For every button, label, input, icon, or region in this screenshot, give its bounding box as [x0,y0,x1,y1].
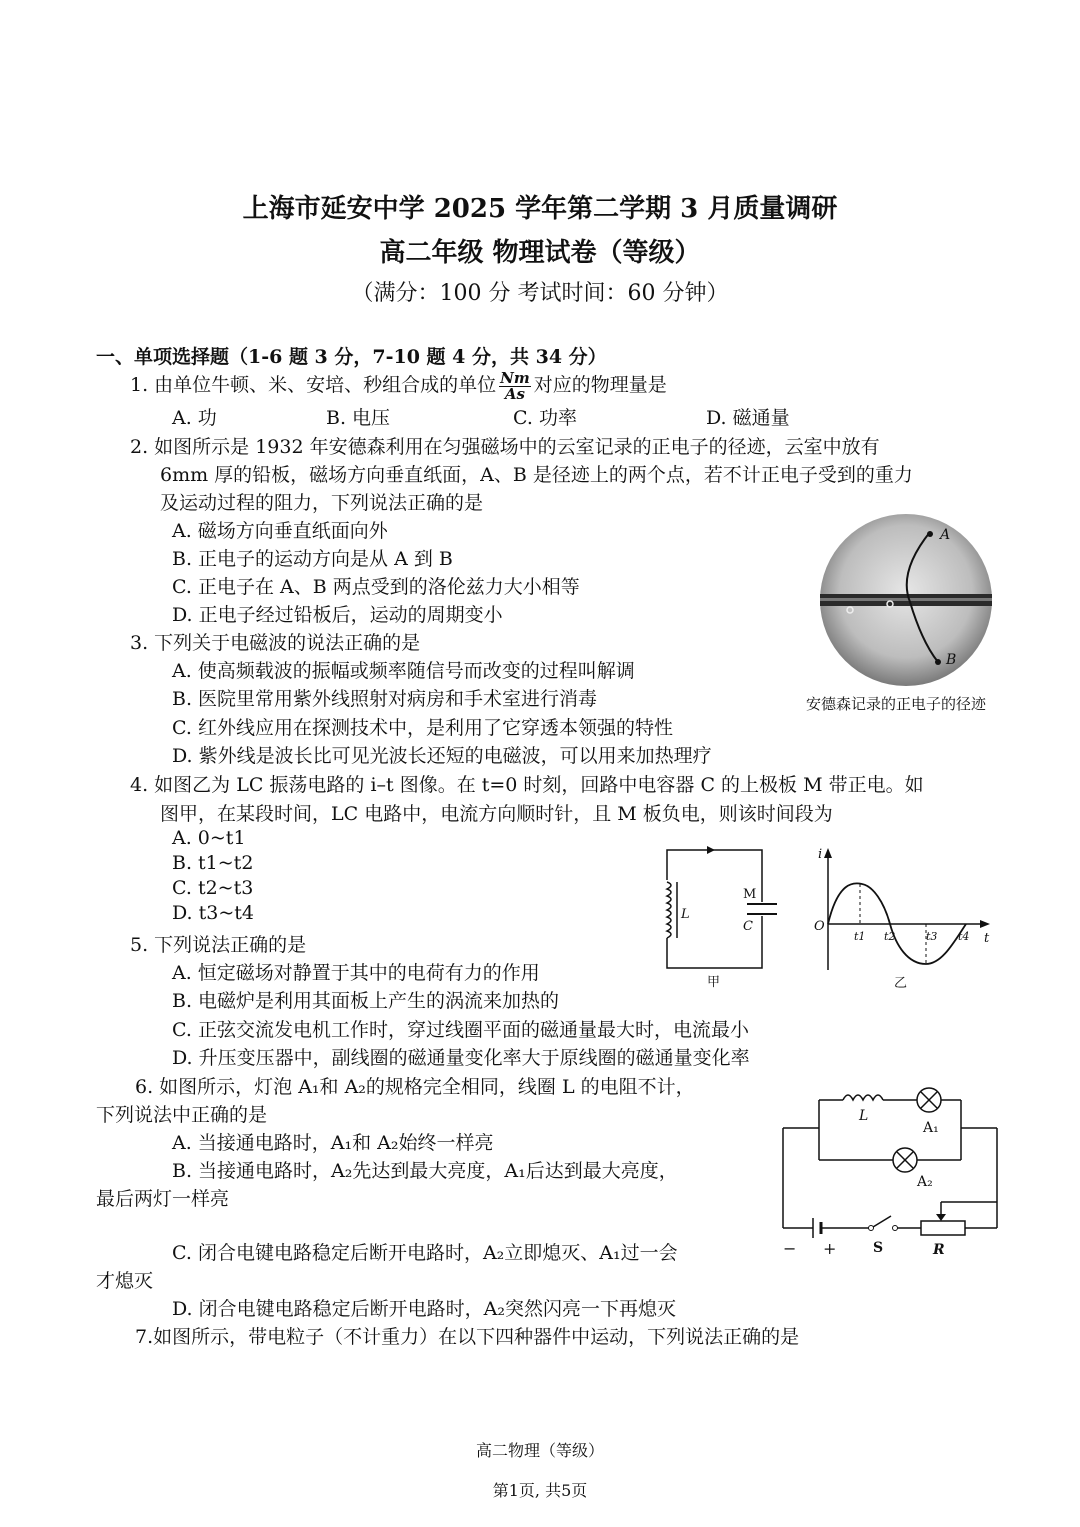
q6-line2: 下列说法中正确的是 [96,1104,268,1126]
tick-t3: t3 [926,930,938,943]
label-a2: A₂ [917,1174,933,1190]
slider-arrow-icon [936,1214,946,1221]
q4-option-a: A. 0~t1 [172,827,246,849]
label-a: A [940,527,951,543]
footer-page-number: 第1页, 共5页 [492,1481,588,1500]
figure-label-yi: 乙 [894,976,908,991]
q1-option-d: D. 磁通量 [706,407,790,429]
q3-option-b: B. 医院里常用紫外线照射对病房和手术室进行消毒 [172,688,598,710]
exam-title: 上海市延安中学 2025 学年第二学期 3 月质量调研 [242,194,838,224]
t-axis-arrow-icon [980,920,990,928]
q1-stem-b: 对应的物理量是 [533,374,667,396]
q6-circuit-figure [775,1082,1010,1262]
q5-option-c: C. 正弦交流发电机工作时，穿过线圈平面的磁通量最大时，电流最小 [172,1019,749,1041]
q2-option-d: D. 正电子经过铅板后，运动的周期变小 [172,604,503,626]
label-s: S [873,1240,884,1256]
figure-label-jia: 甲 [707,975,721,990]
q6-line1: 6. 如图所示，灯泡 A₁和 A₂的规格完全相同，线圈 L 的电阻不计， [135,1076,695,1098]
q4-line1: 4. 如图乙为 LC 振荡电路的 i–t 图像。在 t=0 时刻，回路中电容器 C 的上极板 M 带正电。如 [130,774,924,796]
rheostat-body [921,1221,965,1235]
tick-t4: t4 [958,930,970,943]
q2-option-b: B. 正电子的运动方向是从 A 到 B [172,548,453,570]
q1-option-b: B. 电压 [326,407,391,429]
axis-label-o: O [814,919,825,934]
cloud-chamber-caption: 安德森记录的正电子的径迹 [806,695,987,713]
label-c: C [743,919,753,934]
q6-option-a: A. 当接通电路时，A₁和 A₂始终一样亮 [172,1132,494,1154]
label-l: L [681,907,690,922]
label-plus: + [823,1239,837,1258]
switch-contact [869,1226,874,1231]
q5-stem: 5. 下列说法正确的是 [130,934,307,956]
label-b: B [946,652,957,668]
q6-option-d: D. 闭合电键电路稳定后断开电路时，A₂突然闪亮一下再熄灭 [172,1298,676,1320]
axis-label-t: t [984,931,990,946]
label-m: M [743,887,757,902]
q4-option-c: C. t2~t3 [172,877,254,899]
q2-option-a: A. 磁场方向垂直纸面向外 [172,520,388,542]
q2-line2: 6mm 厚的铅板，磁场方向垂直纸面，A、B 是径迹上的两个点，若不计正电子受到的重力 [160,464,913,486]
q3-option-c: C. 红外线应用在探测技术中，是利用了它穿透本领强的特性 [172,717,673,739]
q6-option-c-line1: C. 闭合电键电路稳定后断开电路时，A₂立即熄灭、A₁过一会 [172,1242,678,1264]
q2-option-c: C. 正电子在 A、B 两点受到的洛伦兹力大小相等 [172,576,580,598]
label-minus: − [783,1239,797,1258]
point-a [927,531,933,537]
q5-option-d: D. 升压变压器中，副线圈的磁通量变化率大于原线圈的磁通量变化率 [172,1047,750,1069]
tick-t2: t2 [884,930,896,943]
q6-option-b-line1: B. 当接通电路时，A₂先达到最大亮度，A₁后达到最大亮度， [172,1160,678,1182]
q1-stem-a: 1. 由单位牛顿、米、安培、秒组合成的单位 [130,374,497,396]
q2-line3: 及运动过程的阻力，下列说法正确的是 [160,492,484,514]
q1-stem [130,370,667,402]
q2-line1: 2. 如图所示是 1932 年安德森利用在匀强磁场中的云室记录的正电子的径迹，云室中放有 [130,436,880,458]
it-graph-figure [808,842,1003,992]
label-l: L [859,1108,869,1124]
footer-subject: 高二物理（等级） [475,1441,604,1460]
cloud-chamber-figure [810,512,1000,692]
q6-option-c-line2: 才熄灭 [96,1270,154,1292]
switch-contact [893,1226,898,1231]
axis-label-i: i [818,847,823,862]
i-axis-arrow-icon [824,848,832,858]
q5-option-b: B. 电磁炉是利用其面板上产生的涡流来加热的 [172,990,560,1012]
q3-option-a: A. 使高频载波的振幅或频率随信号而改变的过程叫解调 [172,660,635,682]
point-b [935,659,941,665]
fraction-denominator: As [504,384,526,403]
q3-option-d: D. 紫外线是波长比可见光波长还短的电磁波，可以用来加热理疗 [172,745,712,767]
q4-option-d: D. t3~t4 [172,902,255,924]
q7-stem: 7.如图所示，带电粒子（不计重力）在以下四种器件中运动，下列说法正确的是 [135,1326,800,1348]
tick-t1: t1 [854,930,866,943]
q4-line2: 图甲，在某段时间，LC 电路中，电流方向顺时针，且 M 板负电，则该时间段为 [160,803,833,825]
q4-option-b: B. t1~t2 [172,852,254,874]
q6-option-b-line2: 最后两灯一样亮 [96,1188,230,1210]
section-title: 一、单项选择题（1-6 题 3 分，7-10 题 4 分，共 34 分） [96,346,607,368]
current-arrow-icon [707,846,715,854]
fraction-numerator: Nm [500,368,530,387]
unit-fraction [499,368,531,403]
q3-stem: 3. 下列关于电磁波的说法正确的是 [130,632,421,654]
label-r: R [933,1242,945,1258]
label-a1: A₁ [923,1120,939,1136]
lc-circuit-figure [655,840,780,990]
switch-lever [873,1216,891,1227]
lead-plate-highlight [820,598,992,601]
q5-option-a: A. 恒定磁场对静置于其中的电荷有力的作用 [172,962,540,984]
exam-subtitle: 高二年级 物理试卷（等级） [379,238,701,268]
q1-option-c: C. 功率 [513,407,577,429]
q1-option-a: A. 功 [172,407,217,429]
inductor-coil [843,1095,883,1100]
exam-info: （满分：100 分 考试时间：60 分钟） [351,281,729,306]
